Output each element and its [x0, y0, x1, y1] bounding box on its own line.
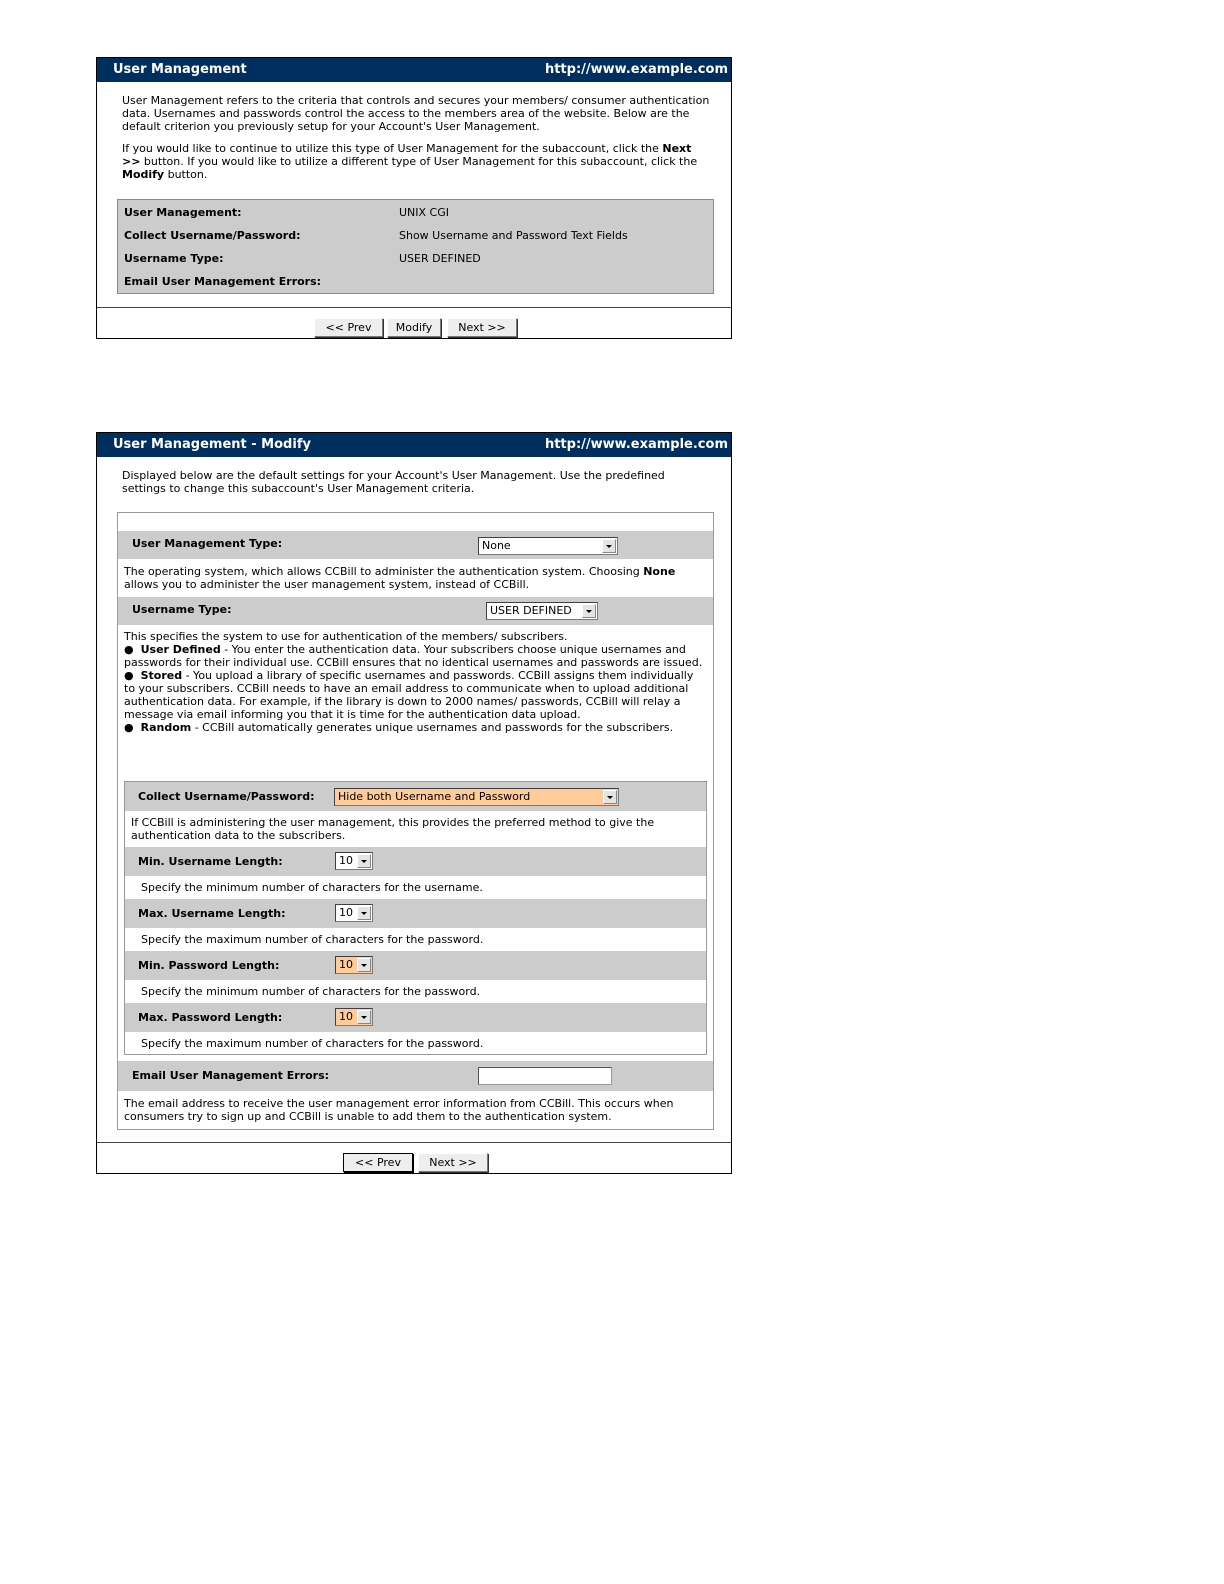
- modify-button[interactable]: Modify: [387, 318, 441, 337]
- username-type-value: USER DEFINED: [490, 604, 572, 617]
- collect-row: [125, 782, 706, 811]
- max-username-length-select[interactable]: [335, 904, 373, 922]
- prev-button[interactable]: << Prev: [314, 318, 383, 337]
- setting-label: Email User Management Errors:: [124, 275, 322, 288]
- dropdown-arrow-icon: [357, 906, 371, 920]
- panel-title: User Management - Modify: [113, 437, 311, 452]
- setting-row: [118, 229, 713, 249]
- min-password-length-select[interactable]: [335, 956, 373, 974]
- list-item: ● Stored - You upload a library of specific usernames and passwords. CCBill assigns them individually to your subscribers. CCBill needs to have an email address to communicate when to upload additional authentication data. For example, if the library is down to 2000 names/ passwords, CCBill will relay a message via email informing you that it is time for the authentication data upload.: [124, 669, 694, 721]
- setting-row: [118, 252, 713, 272]
- max-password-length-row: [125, 1003, 706, 1032]
- setting-row: [118, 206, 713, 226]
- next-button[interactable]: Next >>: [447, 318, 517, 337]
- list-item: ● User Defined - You enter the authentication data. Your subscribers choose unique usernames and passwords for their individual use. CCBill ensures that no identical usernames and passwords are issued.: [124, 643, 703, 669]
- collect-select[interactable]: [334, 788, 619, 806]
- dropdown-arrow-icon: [582, 604, 596, 618]
- setting-label: User Management:: [124, 206, 242, 219]
- footer-divider: [97, 307, 731, 308]
- min-username-length-row: [125, 847, 706, 876]
- site-url: http://www.example.com: [544, 62, 728, 77]
- setting-label: Username Type:: [124, 252, 224, 265]
- collect-value: Hide both Username and Password: [338, 790, 531, 803]
- setting-value: UNIX CGI: [399, 206, 450, 219]
- min-username-length-value: 10: [339, 854, 353, 867]
- dropdown-arrow-icon: [603, 790, 617, 804]
- email-errors-input[interactable]: [478, 1067, 612, 1085]
- collect-description: If CCBill is administering the user management, this provides the preferred method to give the authentication data to the subscribers.: [131, 816, 655, 842]
- email-errors-description: The email address to receive the user management error information from CCBill. This occurs when consumers try to sign up and CCBill is unable to add them to the authentication system.: [124, 1097, 674, 1123]
- max-username-length-value: 10: [339, 906, 353, 919]
- current-settings-box: [117, 199, 714, 294]
- setting-row: [118, 275, 713, 295]
- max-username-length-description: Specify the maximum number of characters for the password.: [141, 933, 484, 946]
- um-type-description: The operating system, which allows CCBill to administer the authentication system. Choosing None allows you to administer the user management system, instead of CCBill.: [124, 565, 676, 591]
- setting-label: Collect Username/Password:: [124, 229, 301, 242]
- min-username-length-description: Specify the minimum number of characters for the username.: [141, 881, 483, 894]
- username-type-label: Username Type:: [132, 603, 232, 616]
- max-username-length-row: [125, 899, 706, 928]
- panel-title: User Management: [113, 62, 247, 77]
- max-password-length-description: Specify the maximum number of characters for the password.: [141, 1037, 484, 1050]
- dropdown-arrow-icon: [357, 958, 371, 972]
- dropdown-arrow-icon: [357, 854, 371, 868]
- username-type-description: This specifies the system to use for authentication of the members/ subscribers. ● User Defined - You enter the authentication data. Your subscribers choose unique usernames and passwords for their individual use. CCBill ensures that no identical usernames and passwords are issued. ● Stored - You upload a library of specific usernames and passwords. CCBill assigns them individually to your subscribers. CCBill needs to have an email address to communicate when to upload additional authentication data. For example, if the library is down to 2000 names/ passwords, CCBill will relay a message via email informing you that it is time for the authentication data upload. ● Random - CCBill automatically generates unique usernames and passwords for the subscribers.: [124, 630, 703, 734]
- max-username-length-label: Max. Username Length:: [138, 907, 286, 920]
- intro-paragraph: User Management refers to the criteria that controls and secures your members/ consumer authentication data. Usernames and passwords control the access to the members area of the website. Below are the default criterion you previously setup for your Account's User Management.: [122, 94, 710, 133]
- site-url: http://www.example.com: [544, 437, 728, 452]
- min-username-length-select[interactable]: [335, 852, 373, 870]
- min-password-length-label: Min. Password Length:: [138, 959, 280, 972]
- dropdown-arrow-icon: [602, 539, 616, 553]
- max-password-length-value: 10: [339, 1010, 353, 1023]
- max-password-length-select[interactable]: [335, 1008, 373, 1026]
- settings-form: [117, 512, 714, 1130]
- email-errors-label: Email User Management Errors:: [132, 1069, 330, 1082]
- intro-paragraph: Displayed below are the default settings for your Account's User Management. Use the predefined settings to change this subaccount's User Management criteria.: [122, 469, 665, 495]
- um-type-select[interactable]: [478, 537, 618, 555]
- min-username-length-label: Min. Username Length:: [138, 855, 283, 868]
- user-management-summary-panel: [96, 57, 732, 339]
- user-management-modify-panel: [96, 432, 732, 1174]
- username-type-select[interactable]: [486, 602, 598, 620]
- um-type-label: User Management Type:: [132, 537, 283, 550]
- dropdown-arrow-icon: [357, 1010, 371, 1024]
- prev-button[interactable]: << Prev: [343, 1153, 413, 1172]
- setting-value: Show Username and Password Text Fields: [399, 229, 628, 242]
- email-errors-row: [118, 1061, 713, 1091]
- list-item: ● Random - CCBill automatically generates unique usernames and passwords for the subscribers.: [124, 721, 674, 734]
- instructions-paragraph: If you would like to continue to utilize this type of User Management for the subaccount, click the Next >> button. If you would like to utilize a different type of User Management for this subaccount, click the Modify button.: [122, 142, 698, 181]
- um-type-row: [118, 531, 713, 559]
- next-button[interactable]: Next >>: [418, 1153, 488, 1172]
- panel-title-bar: [97, 433, 731, 457]
- footer-divider: [97, 1142, 731, 1143]
- collect-credentials-box: [124, 781, 707, 1055]
- um-type-value: None: [482, 539, 511, 552]
- collect-label: Collect Username/Password:: [138, 790, 315, 803]
- max-password-length-label: Max. Password Length:: [138, 1011, 283, 1024]
- panel-title-bar: [97, 58, 731, 82]
- username-type-row: [118, 597, 713, 625]
- setting-value: USER DEFINED: [399, 252, 481, 265]
- min-password-length-description: Specify the minimum number of characters for the password.: [141, 985, 481, 998]
- min-password-length-row: [125, 951, 706, 980]
- min-password-length-value: 10: [339, 958, 353, 971]
